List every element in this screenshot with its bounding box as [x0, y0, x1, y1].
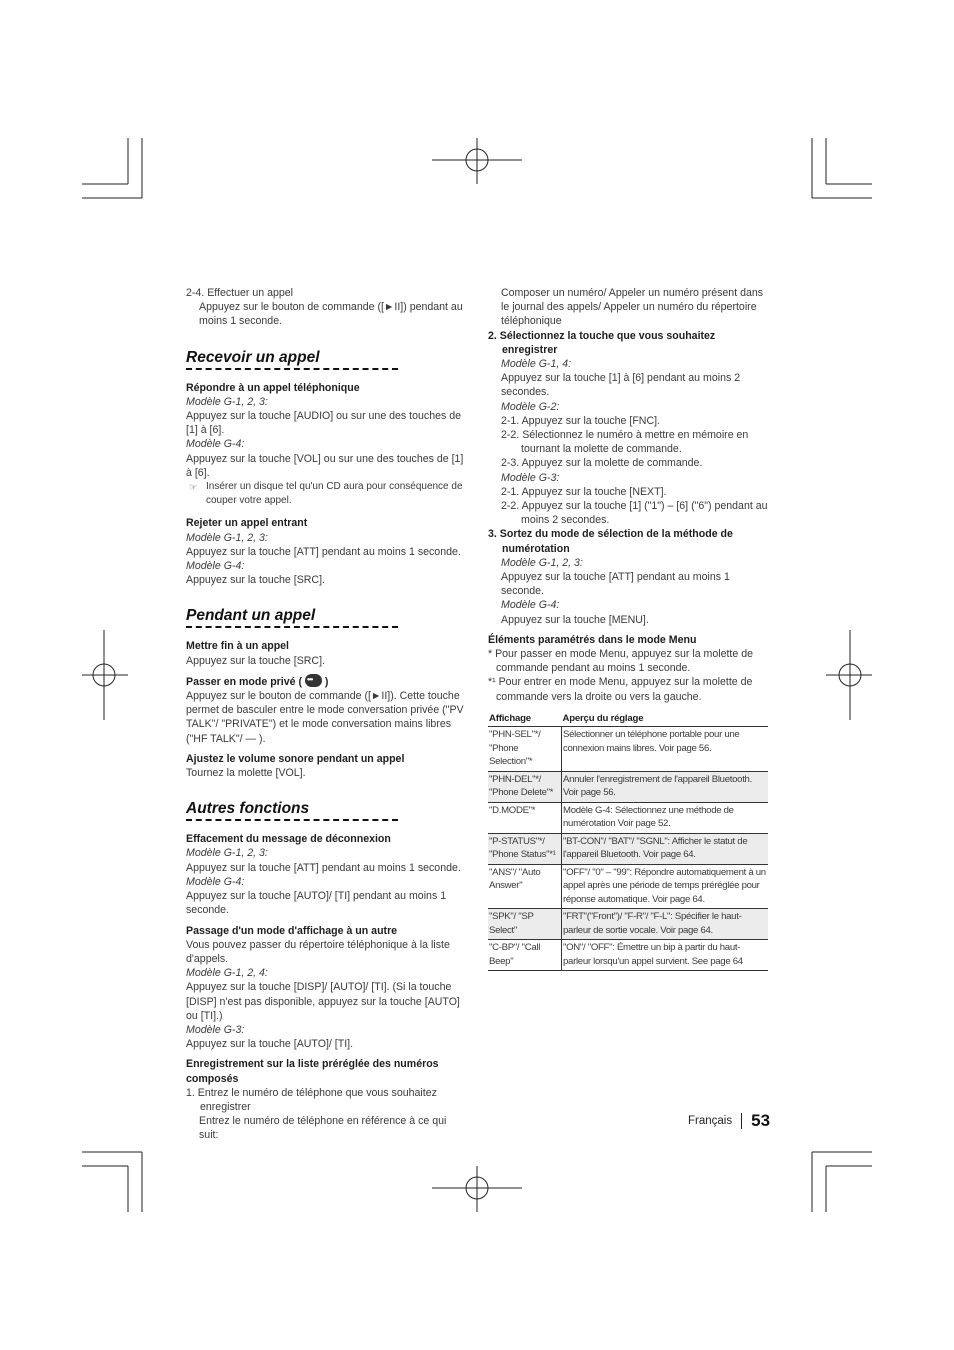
- model-label: Modèle G-3:: [186, 1023, 245, 1036]
- phone-talk-icon: [305, 674, 322, 687]
- menu-settings-table: [488, 712, 768, 972]
- page-number: 53: [751, 1111, 771, 1130]
- section-underline: [186, 626, 398, 628]
- subheading: Rejeter un appel entrant: [186, 517, 308, 530]
- paragraph: Appuyez sur la touche [DISP]/ [AUTO]/ [TI]. (Si la touche [DISP] n'est pas disponible, appuyez sur la touche [AUTO] ou [TI].): [186, 981, 460, 1022]
- section-autres: [186, 802, 468, 824]
- section-title: Pendant un appel: [186, 607, 319, 624]
- note: [186, 480, 468, 508]
- table-cell: "P-STATUS"*/ "Phone Status"*¹: [488, 833, 562, 864]
- table-cell: "D.MODE"*: [488, 802, 562, 833]
- table-header-row: [488, 712, 768, 727]
- subheading: Enregistrement sur la liste préréglée des numéros composés: [186, 1058, 439, 1085]
- numbered-step: 3. Sortez du mode de sélection de la méthode de numérotation: [488, 528, 733, 555]
- table-cell: Modèle G-4: Sélectionnez une méthode de numérotation Voir page 52.: [562, 802, 769, 833]
- table-cell: "ON"/ "OFF": Émettre un bip à partir du haut-parleur lorsqu'un appel survient. See page 64: [562, 940, 769, 971]
- model-label: Modèle G-4:: [186, 875, 245, 888]
- paragraph: Appuyez sur la touche [AUTO]/ [TI] pendant au moins 1 seconde.: [186, 890, 447, 917]
- paragraph: Appuyez sur la touche [AUTO]/ [TI].: [186, 1038, 354, 1051]
- subheading: [186, 674, 468, 689]
- pointing-hand-icon: ☞: [189, 482, 198, 493]
- left-column: [186, 286, 468, 1143]
- substep: 2-3. Appuyez sur la molette de commande.: [501, 457, 703, 470]
- subheading: Répondre à un appel téléphonique: [186, 381, 360, 394]
- table-cell: "SPK"/ "SP Select": [488, 909, 562, 940]
- page-footer: [688, 1110, 770, 1132]
- intro-step-heading: 2-4. Effectuer un appel: [186, 287, 293, 299]
- section-title: Recevoir un appel: [186, 349, 324, 366]
- subheading-text: ): [324, 675, 329, 688]
- subheading: Éléments paramétrés dans le mode Menu: [488, 633, 697, 646]
- table-row: [488, 802, 768, 833]
- table-row: [488, 940, 768, 971]
- paragraph: Appuyez sur la touche [VOL] ou sur une des touches de [1] à [6].: [186, 452, 464, 479]
- section-title: Autres fonctions: [186, 800, 313, 817]
- subheading: Ajustez le volume sonore pendant un appel: [186, 752, 405, 765]
- table-row: [488, 771, 768, 802]
- table-cell: Sélectionner un téléphone portable pour une connexion mains libres. Voir page 56.: [562, 727, 769, 772]
- step-text: Appuyez sur la touche [1] à [6] pendant au moins 2 secondes.: [501, 372, 741, 399]
- numbered-step: 1. Entrez le numéro de téléphone que vous souhaitez enregistrer: [186, 1086, 437, 1113]
- footnote: * Pour passer en mode Menu, appuyez sur la molette de commande pendant au moins 1 seconde.: [488, 648, 753, 675]
- table-cell: "PHN-DEL"*/ "Phone Delete"*: [488, 771, 562, 802]
- table-cell: "OFF"/ "0" – "99": Répondre automatiquement à un appel après une période de temps préréglée pour réponse automatique. Voir page 64.: [562, 864, 769, 909]
- table-header: Aperçu du réglage: [562, 712, 769, 727]
- footer-divider: [741, 1113, 742, 1129]
- section-underline: [186, 819, 398, 821]
- paragraph: Appuyez sur la touche [SRC].: [186, 574, 325, 587]
- table-header: Affichage: [488, 712, 562, 727]
- intro-step-text: Appuyez sur le bouton de commande ([►II]) pendant au moins 1 seconde.: [199, 301, 463, 328]
- table-row: [488, 727, 768, 772]
- step-text: Appuyez sur la touche [ATT] pendant au moins 1 seconde.: [501, 571, 730, 598]
- right-column: [488, 286, 768, 971]
- table-row: [488, 864, 768, 909]
- step-text: Appuyez sur la touche [MENU].: [501, 613, 649, 626]
- note-text: Insérer un disque tel qu'un CD aura pour conséquence de couper votre appel.: [206, 481, 463, 507]
- model-label: Modèle G-1, 2, 4:: [186, 967, 268, 980]
- table-row: [488, 833, 768, 864]
- model-label: Modèle G-4:: [186, 560, 245, 573]
- model-label: Modèle G-3:: [501, 471, 560, 484]
- numbered-step: 2. Sélectionnez la touche que vous souhaitez enregistrer: [488, 329, 716, 356]
- paragraph: Appuyez sur la touche [ATT] pendant au moins 1 seconde.: [186, 545, 461, 558]
- paragraph: Appuyez sur le bouton de commande ([►II]). Cette touche permet de basculer entre le mode conversation privée ("PV TALK"/ "PRIVATE") et le mode conversation mains libres ("HF TALK"/ — ).: [186, 690, 464, 745]
- model-label: Modèle G-1, 2, 3:: [186, 531, 268, 544]
- model-label: Modèle G-1, 2, 3:: [186, 847, 268, 860]
- substep: 2-1. Appuyez sur la touche [NEXT].: [501, 485, 667, 498]
- step-text: Entrez le numéro de téléphone en référence à ce qui suit:: [199, 1115, 447, 1142]
- language-label: Français: [688, 1115, 733, 1127]
- step-continuation: Composer un numéro/ Appeler un numéro présent dans le journal des appels/ Appeler un numéro du répertoire téléphonique: [501, 287, 764, 328]
- subheading: Mettre fin à un appel: [186, 640, 290, 653]
- table-cell: "C-BP"/ "Call Beep": [488, 940, 562, 971]
- paragraph: Appuyez sur la touche [AUDIO] ou sur une des touches de [1] à [6].: [186, 410, 462, 437]
- model-label: Modèle G-1, 2, 3:: [186, 395, 268, 408]
- table-cell: "BT-CON"/ "BAT"/ "SGNL": Afficher le statut de l'appareil Bluetooth. Voir page 64.: [562, 833, 769, 864]
- paragraph: Appuyez sur la touche [SRC].: [186, 654, 325, 667]
- model-label: Modèle G-1, 4:: [501, 358, 572, 371]
- model-label: Modèle G-1, 2, 3:: [501, 556, 583, 569]
- subheading-text: Passer en mode privé (: [186, 675, 302, 688]
- section-underline: [186, 368, 398, 370]
- footnote: *¹ Pour entrer en mode Menu, appuyez sur la molette de commande vers la droite ou vers la gauche.: [488, 676, 753, 703]
- model-label: Modèle G-4:: [501, 599, 560, 612]
- substep: 2-2. Sélectionnez le numéro à mettre en mémoire en tournant la molette de commande.: [501, 429, 749, 456]
- subheading: Passage d'un mode d'affichage à un autre: [186, 924, 398, 937]
- paragraph: Tournez la molette [VOL].: [186, 767, 306, 780]
- subheading: Effacement du message de déconnexion: [186, 833, 391, 846]
- model-label: Modèle G-4:: [186, 438, 245, 451]
- section-recevoir: [186, 348, 468, 373]
- substep: 2-2. Appuyez sur la touche [1] ("1") – [6] ("6") pendant au moins 2 secondes.: [501, 500, 768, 527]
- table-cell: "FRT"("Front")/ "F-R"/ "F-L": Spécifier le haut-parleur de sortie vocale. Voir page 64.: [562, 909, 769, 940]
- substep: 2-1. Appuyez sur la touche [FNC].: [501, 414, 660, 427]
- paragraph: Appuyez sur la touche [ATT] pendant au moins 1 seconde.: [186, 861, 461, 874]
- paragraph: Vous pouvez passer du répertoire téléphonique à la liste d'appels.: [186, 938, 450, 965]
- table-cell: "PHN-SEL"*/ "Phone Selection"*: [488, 727, 562, 772]
- section-pendant: [186, 609, 468, 631]
- table-cell: Annuler l'enregistrement de l'appareil Bluetooth. Voir page 56.: [562, 771, 769, 802]
- table-cell: "ANS"/ "Auto Answer": [488, 864, 562, 909]
- table-row: [488, 909, 768, 940]
- model-label: Modèle G-2:: [501, 400, 560, 413]
